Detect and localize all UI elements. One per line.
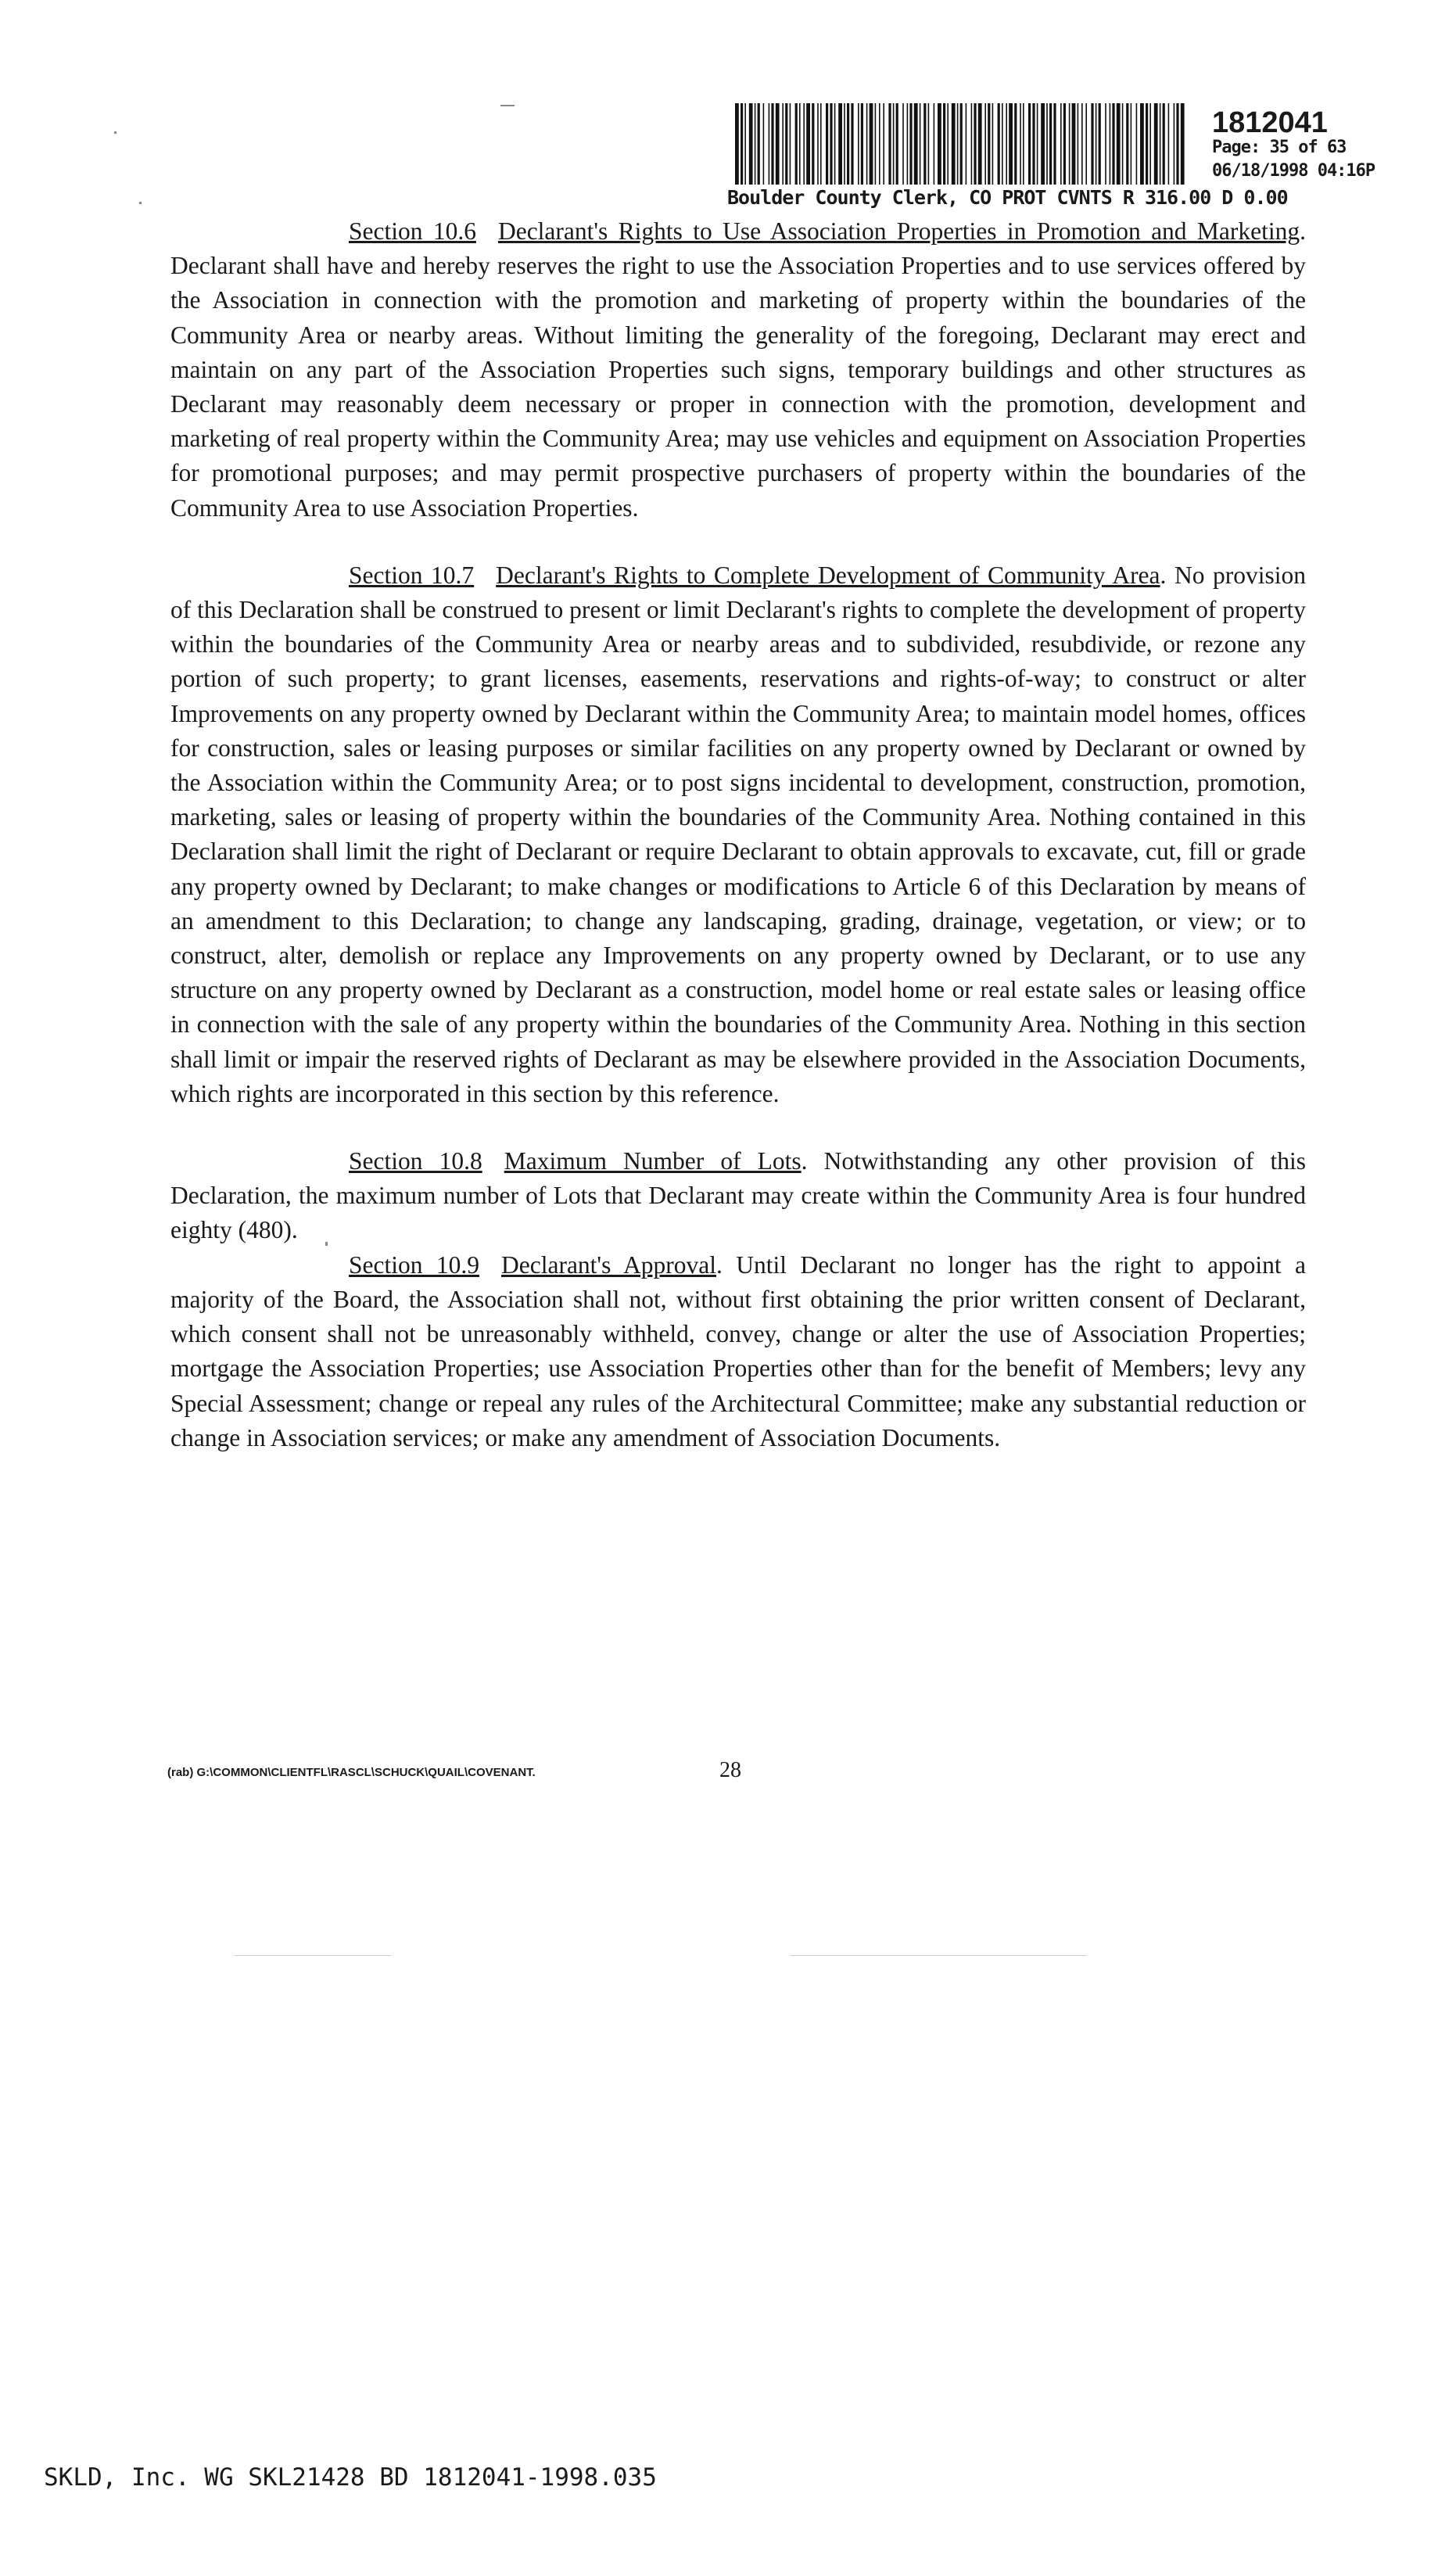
barcode-bar bbox=[1181, 103, 1185, 185]
barcode-bar bbox=[1085, 103, 1087, 185]
barcode-bar bbox=[952, 103, 956, 185]
scan-speck bbox=[235, 1955, 391, 1956]
barcode-bar bbox=[879, 103, 880, 185]
barcode-bar bbox=[1168, 103, 1170, 185]
barcode-bar bbox=[1160, 103, 1161, 185]
barcode-bar bbox=[799, 103, 801, 185]
barcode-bar bbox=[920, 103, 921, 185]
section-number: Section 10.7 bbox=[349, 561, 475, 589]
barcode-bar bbox=[1060, 103, 1062, 185]
barcode-bar bbox=[992, 103, 994, 185]
barcode-bar bbox=[1126, 103, 1128, 185]
barcode-bar bbox=[1081, 103, 1083, 185]
barcode-bar bbox=[795, 103, 798, 185]
barcode-bar bbox=[1002, 103, 1003, 185]
barcode-bar bbox=[1099, 103, 1101, 185]
section-body: . Declarant shall have and hereby reserves the right to use the Association Properties and to use services offered by the Association in connection with the promotion and marketing of property within the boundaries of the Community Area or nearby areas. Without limiting the generality of the foregoing, Declarant may erect and maintain on any part of the Association Properties such signs, temporary buildings and other structures as Declarant may reasonably deem necessary or proper in connection with the promotion, development and marketing of real property within the Community Area; may use vehicles and equipment on Association Properties for promotional purposes; and may permit prospective purchasers of property within the boundaries of the Community Area to use Association Properties. bbox=[170, 217, 1306, 522]
section-10-6 bbox=[170, 214, 1306, 526]
barcode-bar bbox=[1053, 103, 1056, 185]
barcode-bar bbox=[861, 103, 863, 185]
bottom-identifier: SKLD, Inc. WG SKL21428 BD 1812041-1998.035 bbox=[44, 2463, 657, 2492]
barcode-bar bbox=[943, 103, 945, 185]
section-10-9 bbox=[170, 1248, 1306, 1455]
scan-speck bbox=[325, 1242, 328, 1246]
section-title: Declarant's Rights to Complete Development of Community Area bbox=[496, 561, 1160, 589]
barcode-bar bbox=[735, 103, 739, 185]
section-title: Maximum Number of Lots bbox=[504, 1147, 802, 1175]
barcode-bar bbox=[820, 103, 822, 185]
barcode-bar bbox=[1136, 103, 1138, 185]
barcode-bar bbox=[1072, 103, 1076, 185]
barcode-image bbox=[732, 103, 1185, 189]
footer-file-path: (rab) G:\COMMON\CLIENTFL\RASCL\SCHUCK\QUAIL\COVENANT. bbox=[167, 1766, 536, 1779]
scan-speck bbox=[114, 131, 117, 134]
barcode-bar bbox=[1149, 103, 1151, 185]
barcode-bar bbox=[838, 103, 842, 185]
barcode-bar bbox=[1063, 103, 1066, 185]
record-date-time: 06/18/1998 04:16P bbox=[1212, 161, 1375, 181]
clerk-recording-line: Boulder County Clerk, CO PROT CVNTS R 316.00 D 0.00 bbox=[727, 186, 1288, 209]
barcode-bar bbox=[1174, 103, 1175, 185]
barcode-bar bbox=[834, 103, 836, 185]
barcode-bar bbox=[957, 103, 959, 185]
barcode-bar bbox=[883, 103, 884, 185]
barcode-bar bbox=[803, 103, 805, 185]
barcode-bar bbox=[1037, 103, 1038, 185]
barcode-bar bbox=[971, 103, 973, 185]
barcode-bar bbox=[812, 103, 814, 185]
barcode-bar bbox=[1122, 103, 1124, 185]
barcode-bar bbox=[1014, 103, 1017, 185]
record-number: 1812041 bbox=[1212, 106, 1328, 139]
barcode-bar bbox=[1023, 103, 1024, 185]
record-page-info: Page: 35 of 63 bbox=[1212, 138, 1347, 157]
barcode-bar bbox=[1069, 103, 1070, 185]
barcode-bar bbox=[1131, 103, 1132, 185]
barcode-bar bbox=[1046, 103, 1048, 185]
barcode-bar bbox=[1163, 103, 1165, 185]
barcode-bar bbox=[741, 103, 743, 185]
barcode-bar bbox=[1105, 103, 1106, 185]
barcode-bar bbox=[902, 103, 904, 185]
barcode-bar bbox=[934, 103, 935, 185]
barcode-bar bbox=[875, 103, 877, 185]
barcode-bar bbox=[1032, 103, 1035, 185]
barcode-bar bbox=[909, 103, 912, 185]
barcode-bar bbox=[923, 103, 926, 185]
barcode-bar bbox=[1096, 103, 1097, 185]
barcode-bar bbox=[826, 103, 828, 185]
section-body: . Notwithstanding any other provision of this Declaration, the maximum number of Lots that Declarant may create within the Community Area is four hundred eighty (480). bbox=[170, 1147, 1306, 1244]
barcode-bar bbox=[785, 103, 787, 185]
barcode-bar bbox=[1049, 103, 1052, 185]
barcode-bar bbox=[1020, 103, 1021, 185]
section-title: Declarant's Approval bbox=[501, 1250, 717, 1279]
barcode-bar bbox=[806, 103, 810, 185]
barcode-bar bbox=[1117, 103, 1121, 185]
barcode-bar bbox=[1078, 103, 1079, 185]
barcode-bar bbox=[776, 103, 780, 185]
barcode-bar bbox=[1112, 103, 1114, 185]
scan-speck bbox=[790, 1955, 1087, 1956]
barcode-bar bbox=[844, 103, 845, 185]
scan-speck bbox=[500, 105, 515, 106]
barcode-bar bbox=[1041, 103, 1045, 185]
barcode-bar bbox=[988, 103, 990, 185]
barcode-bar bbox=[914, 103, 918, 185]
barcode-bar bbox=[1006, 103, 1007, 185]
barcode-bar bbox=[984, 103, 986, 185]
barcode-bar bbox=[893, 103, 895, 185]
section-10-8 bbox=[170, 1144, 1306, 1248]
barcode-bar bbox=[938, 103, 941, 185]
barcode-bar bbox=[763, 103, 765, 185]
barcode-bar bbox=[1176, 103, 1178, 185]
barcode-bar bbox=[1154, 103, 1158, 185]
barcode-bar bbox=[851, 103, 853, 185]
section-body: . Until Declarant no longer has the right to appoint a majority of the Board, the Association shall not, without first obtaining the prior written consent of Declarant, which consent shall not be unreasonably withheld, convey, change or alter the use of Association Properties; mortgage the Association Properties; use Association Properties other than for the benefit of Members; levy any Special Assessment; change or repeal any rules of the Architectural Committee; make any substantial reduction or change in Association services; or make any amendment of Association Documents. bbox=[170, 1250, 1306, 1451]
barcode-bar bbox=[1140, 103, 1144, 185]
barcode-bar bbox=[866, 103, 868, 185]
page-number: 28 bbox=[719, 1758, 741, 1782]
barcode-bar bbox=[817, 103, 819, 185]
barcode-bar bbox=[998, 103, 1000, 185]
barcode-bar bbox=[888, 103, 891, 185]
barcode-bar bbox=[1028, 103, 1031, 185]
barcode-bar bbox=[790, 103, 791, 185]
barcode-bar bbox=[960, 103, 963, 185]
barcode-bar bbox=[771, 103, 773, 185]
section-number: Section 10.6 bbox=[349, 217, 476, 245]
barcode-bar bbox=[928, 103, 930, 185]
barcode-bar bbox=[858, 103, 859, 185]
barcode-bar bbox=[896, 103, 898, 185]
barcode-bar bbox=[830, 103, 832, 185]
barcode-bar bbox=[847, 103, 849, 185]
barcode-bar bbox=[749, 103, 753, 185]
barcode-bar bbox=[769, 103, 770, 185]
barcode-bar bbox=[978, 103, 982, 185]
barcode-bar bbox=[1091, 103, 1093, 185]
barcode-bar bbox=[966, 103, 967, 185]
section-number: Section 10.9 bbox=[349, 1250, 480, 1279]
barcode-bar bbox=[907, 103, 909, 185]
barcode-bar bbox=[758, 103, 760, 185]
barcode-bar bbox=[947, 103, 949, 185]
barcode-bar bbox=[1110, 103, 1111, 185]
barcode-bar bbox=[974, 103, 976, 185]
barcode-bar bbox=[755, 103, 756, 185]
section-body: . No provision of this Declaration shall be construed to present or limit Declarant's rights to complete the development of property within the boundaries of the Community Area or nearby areas and to subdivided, resubdivide, or rezone any portion of such property; to grant licenses, easements, reservations and rights-of-way; to construct or alter Improvements on any property owned by Declarant within the Community Area; to maintain model homes, offices for construction, sales or leasing purposes or similar facilities on any property owned by Declarant or owned by the Association within the Community Area; or to post signs incidental to development, construction, promotion, marketing, sales or leasing of property within the boundaries of the Community Area. Nothing contained in this Declaration shall limit the right of Declarant or require Declarant to obtain approvals to excavate, cut, fill or grade any property owned by Declarant; to make changes or modifications to Article 6 of this Declaration by means of an amendment to this Declaration; to change any landscaping, grading, drainage, vegetation, or view; or to construct, alter, demolish or replace any Improvements on any property owned by Declarant, or to use any structure on any property owned by Declarant as a construction, model home or real estate sales or leasing office in connection with the sale of any property within the boundaries of the Community Area. Nothing in this section shall limit or impair the reserved rights of Declarant as may be elsewhere provided in the Association Documents, which rights are incorporated in this section by this reference. bbox=[170, 561, 1306, 1107]
section-number: Section 10.8 bbox=[349, 1147, 482, 1175]
barcode-bar bbox=[782, 103, 784, 185]
section-10-7 bbox=[170, 558, 1306, 1111]
barcode-bar bbox=[744, 103, 746, 185]
barcode-bar bbox=[1146, 103, 1148, 185]
barcode-bar bbox=[1009, 103, 1013, 185]
section-title: Declarant's Rights to Use Association Properties in Promotion and Marketing bbox=[497, 217, 1300, 245]
scan-speck bbox=[139, 202, 142, 204]
document-body bbox=[170, 214, 1306, 1455]
barcode-bar bbox=[870, 103, 873, 185]
